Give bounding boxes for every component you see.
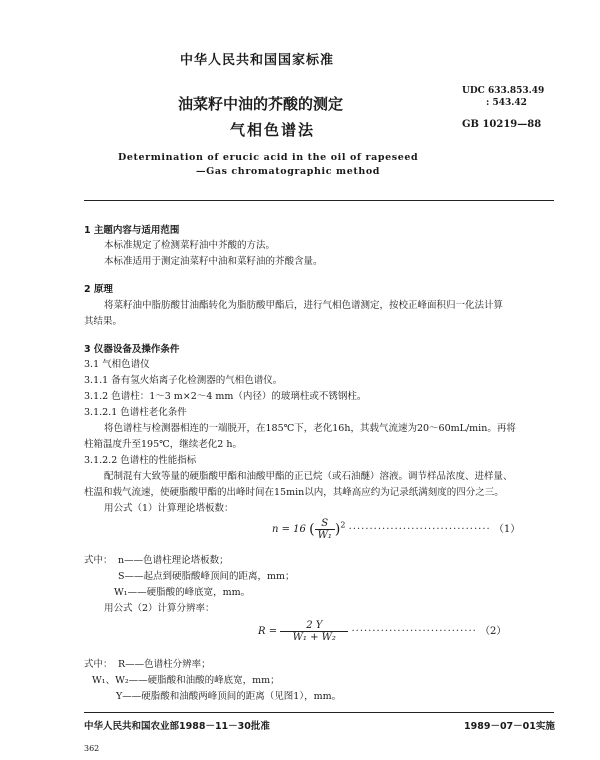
section-3-heading: 3 仪器设备及操作条件 [84,344,180,355]
gb-code: GB 10219—88 [462,119,542,130]
formula-2-numerator: 2 Y [280,620,348,632]
udc-code-line2: : 543.42 [486,98,527,108]
section-1-heading: 1 主题内容与适用范围 [84,225,180,236]
where-2-label: 式中： [84,659,113,670]
page-title-line2: 气相色谱法 [230,121,316,139]
effective-date: 1989－07－01实施 [464,721,555,732]
where-1-n: n——色谱柱理论塔板数； [118,555,229,566]
section-3-1-2-1-line2: 柱箱温度升至195℃，继续老化2 h。 [84,439,242,450]
approval-line: 中华人民共和国农业部1988－11－30批准 [84,721,270,732]
section-2-para-line1: 将菜籽油中脂肪酸甘油酯转化为脂肪酸甲酯后，进行气相色谱测定，按校正峰面积归一化法计算 [104,300,504,311]
section-3-1-2: 3.1.2 色谱柱：1～3 m×2～4 mm（内径）的玻璃柱或不锈钢柱。 [84,391,367,402]
section-2-heading: 2 原理 [84,284,113,295]
formula-1-number: （1） [493,524,521,535]
formula-1: n = 16 ( $\frac{S}{\text{W₁}}$ )$^2$ ·································· （1） [272,518,521,541]
section-1-para-2: 本标准适用于测定油菜籽中油和菜籽油的芥酸含量。 [104,256,323,267]
footer-rule [84,712,554,713]
english-title-line2: —Gas chromatographic method [196,166,381,177]
section-3-1-2-2-line2: 柱温和载气流速，使硬脂酸甲酯的出峰时间在15min以内，其峰高应约为记录纸满刻度的四分之三。 [84,487,504,498]
section-3-1-1: 3.1.1 备有氢火焰离子化检测器的气相色谱仪。 [84,375,283,386]
formula-1-lhs: n = 16 [272,524,306,535]
formula-2-intro: 用公式（2）计算分辨率： [104,603,215,614]
formula-2-number: （2） [480,626,507,637]
page-number: 362 [84,744,100,753]
formula-1-numerator: S [315,518,335,530]
where-1-w1: W₁——硬脂酸的峰底宽，mm。 [114,587,251,598]
standard-org: 中华人民共和国国家标准 [180,53,335,68]
section-3-1-2-1: 3.1.2.1 色谱柱老化条件 [84,407,187,418]
formula-1-exponent: 2 [340,520,346,530]
where-2-r: R——色谱柱分辨率； [118,659,211,670]
where-2-y: Y——硬脂酸和油酸两峰顶间的距离（见图1），mm。 [116,691,342,702]
section-3-1-2-2: 3.1.2.2 色谱柱的性能指标 [84,455,197,466]
section-3-1-2-2-line1: 配制混有大致等量的硬脂酸甲酯和油酸甲酯的正已烷（或石油醚）溶液。调节样品浓度、进样量、 [104,471,513,482]
formula-1-intro: 用公式（1）计算理论塔板数： [104,503,234,514]
formula-2-denominator: W₁ + W₂ [292,632,336,643]
formula-2: R = $\frac{2 Y}{\text{W₁ + W₂}}$ ······························ （2） [258,620,507,643]
where-1-s: S——起点到硬脂酸峰顶间的距离，mm； [118,571,295,582]
section-3-1-2-1-line1: 将色谱柱与检测器相连的一端脱开，在185℃下，老化16h，其载气流速为20～60mL/min。再将 [104,423,516,434]
where-1-label: 式中： [84,555,113,566]
formula-2-fraction [280,620,348,643]
where-2-w: W₁、W₂——硬脂酸和油酸的峰底宽，mm； [92,675,280,686]
formula-1-denominator: W₁ [317,530,332,541]
section-2-para-line2: 其结果。 [84,316,123,327]
formula-2-lhs: R = [258,626,278,637]
header-rule [84,200,554,201]
section-3-1: 3.1 气相色谱仪 [84,359,150,370]
udc-code-line1: UDC 633.853.49 [462,86,545,96]
english-title-line1: Determination of erucic acid in the oil of rapeseed [118,152,419,163]
section-1-para-1: 本标准规定了检测菜籽油中芥酸的方法。 [104,240,276,251]
page-title-line1: 油菜籽中油的芥酸的测定 [178,95,344,113]
formula-1-fraction [315,518,335,541]
